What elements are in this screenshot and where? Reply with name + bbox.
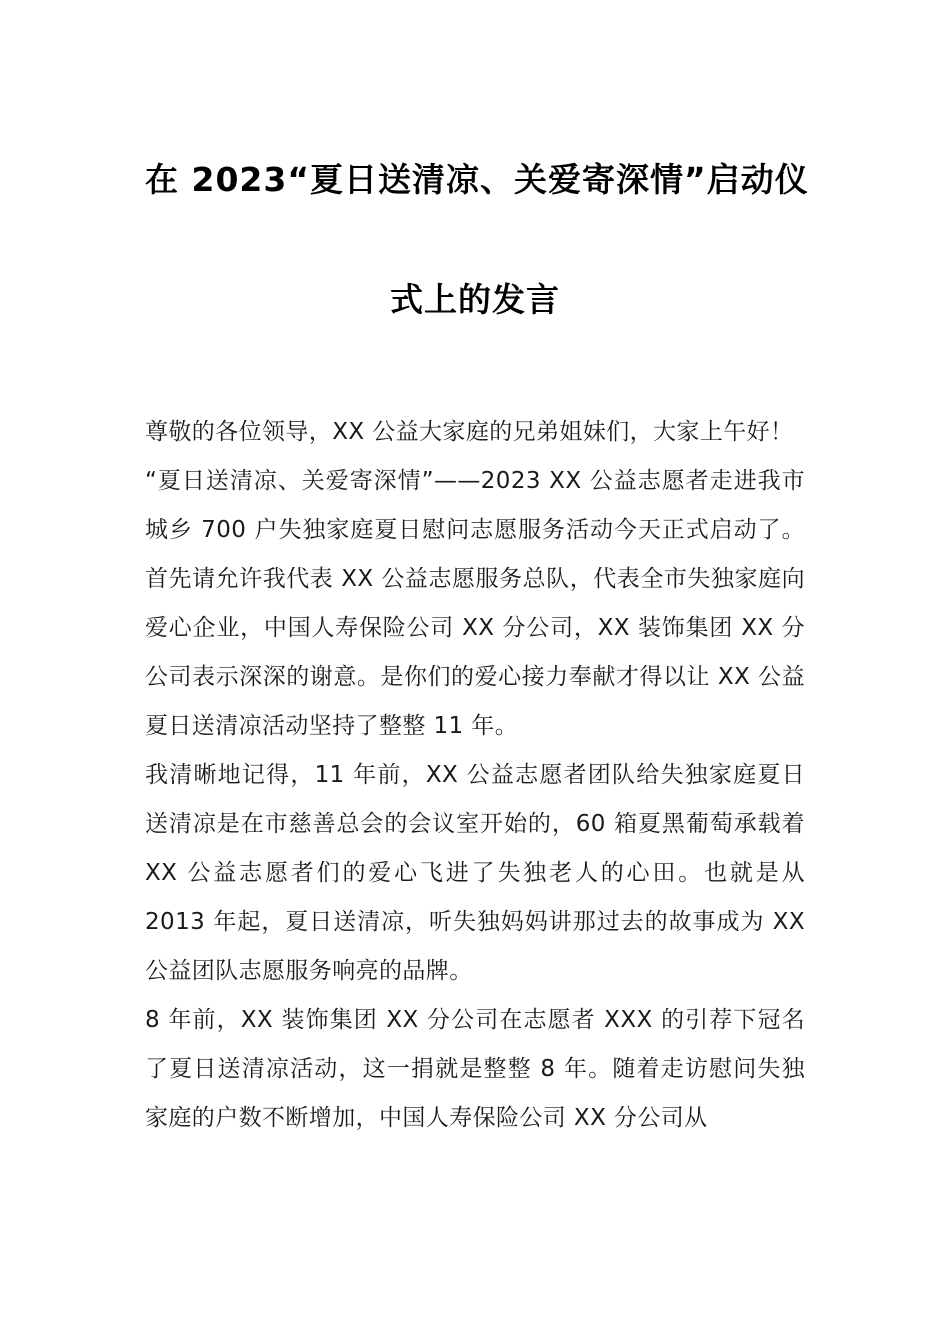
- document-title-line-1: 在 2023“夏日送清凉、关爱寄深情”启动仪: [145, 160, 809, 199]
- paragraph-sponsorship: 8 年前，XX 装饰集团 XX 分公司在志愿者 XXX 的引荐下冠名了夏日送清凉活动，这一捐就是整整 8 年。随着走访慰问失独家庭的户数不断增加，中国人寿保险公司 XX 分公司从: [145, 1007, 805, 1131]
- paragraph-history: 我清晰地记得，11 年前，XX 公益志愿者团队给失独家庭夏日送清凉是在市慈善总会的会议室开始的，60 箱夏黑葡萄承载着 XX 公益志愿者们的爱心飞进了失独老人的心田。也就是从 2013 年起，夏日送清凉，听失独妈妈讲那过去的故事成为 XX 公益团队志愿服务响亮的品牌。: [145, 762, 805, 984]
- document-body: [145, 408, 805, 1143]
- paragraph-greeting: 尊敬的各位领导，XX 公益大家庭的兄弟姐妹们，大家上午好！: [145, 419, 794, 445]
- document-title-line-2: 式上的发言: [390, 280, 560, 319]
- paragraph-launch: “夏日送清凉、关爱寄深情”——2023 XX 公益志愿者走进我市城乡 700 户失独家庭夏日慰问志愿服务活动今天正式启动了。首先请允许我代表 XX 公益志愿服务总队，代表全市失独家庭向爱心企业，中国人寿保险公司 XX 分公司，XX 装饰集团 XX 分公司表示深深的谢意。是你们的爱心接力奉献才得以让 XX 公益夏日送清凉活动坚持了整整 11 年。: [145, 468, 805, 739]
